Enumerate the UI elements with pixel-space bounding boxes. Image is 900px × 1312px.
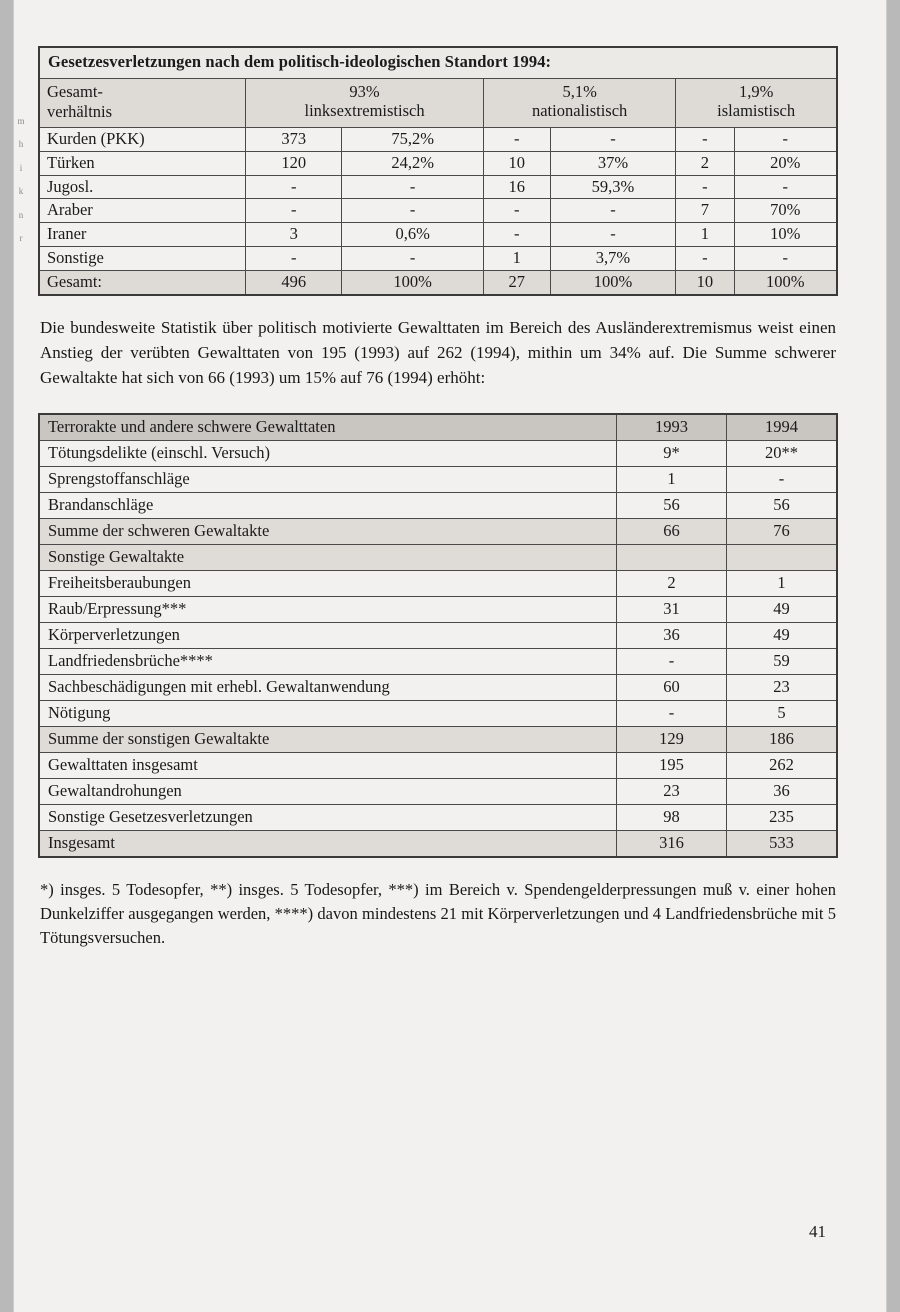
table2-row1-1994: - xyxy=(727,467,838,493)
table1-group-national-pct: 5,1% xyxy=(562,81,597,101)
table2-row13-1993: 23 xyxy=(617,778,727,804)
table2-row9-1994: 23 xyxy=(727,674,838,700)
table1-row5-c2: 1 xyxy=(484,247,551,271)
table1-row1-c3: 37% xyxy=(550,151,676,175)
table-row xyxy=(39,752,837,778)
table-row xyxy=(39,519,837,545)
table1-total-label: Gesamt: xyxy=(39,271,246,295)
table-row xyxy=(39,493,837,519)
table2-row12-1994: 262 xyxy=(727,752,838,778)
table1-title-row xyxy=(39,47,837,78)
table2-row13-label: Gewaltandrohungen xyxy=(39,778,617,804)
table1-row2-c3: 59,3% xyxy=(550,175,676,199)
table2-row0-1993: 9* xyxy=(617,441,727,467)
table-row xyxy=(39,674,837,700)
table-row xyxy=(39,199,837,223)
table1-total-c5: 100% xyxy=(734,271,837,295)
table-row xyxy=(39,175,837,199)
table2-row8-1994: 59 xyxy=(727,649,838,675)
table2-row3-1993: 66 xyxy=(617,519,727,545)
table2-row15-1993: 316 xyxy=(617,830,727,856)
table2-row10-1994: 5 xyxy=(727,700,838,726)
table2-row6-label: Raub/Erpressung*** xyxy=(39,597,617,623)
table2-row8-1993: - xyxy=(617,649,727,675)
table1-group-islam-pct: 1,9% xyxy=(738,81,774,101)
table2-row12-1993: 195 xyxy=(617,752,727,778)
table1-row2-c5: - xyxy=(734,175,837,199)
table2-row10-label: Nötigung xyxy=(39,700,617,726)
table1-row2-c4: - xyxy=(676,175,734,199)
table1-corner-line1: Gesamt- xyxy=(47,81,103,101)
table1-row0-c0: 373 xyxy=(246,127,342,151)
table1-row4-c5: 10% xyxy=(734,223,837,247)
table-row xyxy=(39,778,837,804)
table2-row2-1994: 56 xyxy=(727,493,838,519)
table2-row9-label: Sachbeschädigungen mit erhebl. Gewaltanwendung xyxy=(39,674,617,700)
table1-total-row xyxy=(39,271,837,295)
table1-group-national xyxy=(484,78,676,127)
table1-row4-c1: 0,6% xyxy=(342,223,484,247)
table1-total-c3: 100% xyxy=(550,271,676,295)
table1-group-links-pct: 93% xyxy=(349,81,380,101)
table2-row6-1994: 49 xyxy=(727,597,838,623)
table2-row5-1993: 2 xyxy=(617,571,727,597)
table2-row7-1993: 36 xyxy=(617,623,727,649)
table2-header-label: Terrorakte und andere schwere Gewalttaten xyxy=(39,414,617,440)
table1-row0-c3: - xyxy=(550,127,676,151)
table2-row14-label: Sonstige Gesetzesverletzungen xyxy=(39,804,617,830)
table-row xyxy=(39,467,837,493)
table2-row0-1994: 20** xyxy=(727,441,838,467)
table2-row14-1993: 98 xyxy=(617,804,727,830)
table1-row3-c3: - xyxy=(550,199,676,223)
table1-row2-c0: - xyxy=(246,175,342,199)
table2-row11-1994: 186 xyxy=(727,726,838,752)
table1-row0-c5: - xyxy=(734,127,837,151)
table2-row4-1994 xyxy=(727,545,838,571)
table1-group-islam xyxy=(676,78,837,127)
table2-row1-label: Sprengstoffanschläge xyxy=(39,467,617,493)
table1-row1-c2: 10 xyxy=(484,151,551,175)
table1-row0-c4: - xyxy=(676,127,734,151)
table1-row2-c2: 16 xyxy=(484,175,551,199)
table1-row4-c0: 3 xyxy=(246,223,342,247)
page-content xyxy=(38,46,838,950)
table1-row0-c1: 75,2% xyxy=(342,127,484,151)
table1-total-c2: 27 xyxy=(484,271,551,295)
table-row xyxy=(39,700,837,726)
table-row xyxy=(39,726,837,752)
table1-row3-c2: - xyxy=(484,199,551,223)
table1-total-c1: 100% xyxy=(342,271,484,295)
table-row xyxy=(39,597,837,623)
table2-row9-1993: 60 xyxy=(617,674,727,700)
table2-row8-label: Landfriedensbrüche**** xyxy=(39,649,617,675)
table1-total-c4: 10 xyxy=(676,271,734,295)
table2-row3-1994: 76 xyxy=(727,519,838,545)
table-row xyxy=(39,151,837,175)
table1-header-row xyxy=(39,78,837,127)
table1-row5-c5: - xyxy=(734,247,837,271)
table1-row1-c0: 120 xyxy=(246,151,342,175)
table-row xyxy=(39,623,837,649)
table1-row0-c2: - xyxy=(484,127,551,151)
table2-row4-1993 xyxy=(617,545,727,571)
table-row xyxy=(39,830,837,856)
table1-row1-c5: 20% xyxy=(734,151,837,175)
table1-row3-c0: - xyxy=(246,199,342,223)
table-row xyxy=(39,649,837,675)
table2-row7-1994: 49 xyxy=(727,623,838,649)
table1-total-c0: 496 xyxy=(246,271,342,295)
table1-group-national-label: nationalistisch xyxy=(531,100,628,120)
table1-title: Gesetzesverletzungen nach dem politisch-ideologischen Standort 1994: xyxy=(39,47,837,78)
table2-header-1993: 1993 xyxy=(617,414,727,440)
table1-row5-c0: - xyxy=(246,247,342,271)
table-row xyxy=(39,223,837,247)
table1-row4-c4: 1 xyxy=(676,223,734,247)
table1-corner-label xyxy=(39,78,246,127)
table2-row7-label: Körperverletzungen xyxy=(39,623,617,649)
table2-row5-label: Freiheitsberaubungen xyxy=(39,571,617,597)
table-row xyxy=(39,441,837,467)
table2-row14-1994: 235 xyxy=(727,804,838,830)
table-row xyxy=(39,545,837,571)
table2-row0-label: Tötungsdelikte (einschl. Versuch) xyxy=(39,441,617,467)
table2-row12-label: Gewalttaten insgesamt xyxy=(39,752,617,778)
table2-row6-1993: 31 xyxy=(617,597,727,623)
table2-header-row xyxy=(39,414,837,440)
page-number: 41 xyxy=(809,1222,826,1241)
body-paragraph: Die bundesweite Statistik über politisch motivierte Gewalttaten im Bereich des Ausländerextremismus weist einen Anstieg der verübten Gewalttaten von 195 (1993) auf 262 (1994), mithin um 34% auf. Die Summe schwerer Gewaltakte hat sich von 66 (1993) um 15% auf 76 (1994) erhöht: xyxy=(40,318,836,388)
table2-row2-1993: 56 xyxy=(617,493,727,519)
scan-margin-marks: m h i k n r xyxy=(17,116,25,243)
table1-row4-c3: - xyxy=(550,223,676,247)
document-page xyxy=(14,0,886,1312)
table-row xyxy=(39,127,837,151)
table1-row5-label: Sonstige xyxy=(39,247,246,271)
table-row xyxy=(39,804,837,830)
table1-row3-c1: - xyxy=(342,199,484,223)
table2-row15-label: Insgesamt xyxy=(39,830,617,856)
table2-row2-label: Brandanschläge xyxy=(39,493,617,519)
table2-header-1994: 1994 xyxy=(727,414,838,440)
table-gesetzesverletzungen xyxy=(38,46,838,296)
table1-corner-line2: verhältnis xyxy=(47,101,113,121)
table1-group-links xyxy=(246,78,484,127)
table2-row10-1993: - xyxy=(617,700,727,726)
table1-row3-c4: 7 xyxy=(676,199,734,223)
table-row xyxy=(39,247,837,271)
footnotes: *) insges. 5 Todesopfer, **) insges. 5 Todesopfer, ***) im Bereich v. Spendengelderpressungen muß v. einer hohen Dunkelziffer ausgegangen werden, ****) davon mindestens 21 mit Körperverletzungen und 4 Landfriedensbrüche mit 5 Tötungsversuchen. xyxy=(40,879,836,947)
table2-row5-1994: 1 xyxy=(727,571,838,597)
table1-row3-c5: 70% xyxy=(734,199,837,223)
table1-row4-label: Iraner xyxy=(39,223,246,247)
table1-row5-c3: 3,7% xyxy=(550,247,676,271)
table1-row2-label: Jugosl. xyxy=(39,175,246,199)
table2-row11-label: Summe der sonstigen Gewaltakte xyxy=(39,726,617,752)
table1-row1-c4: 2 xyxy=(676,151,734,175)
table2-row15-1994: 533 xyxy=(727,830,838,856)
table1-row5-c4: - xyxy=(676,247,734,271)
table2-row3-label: Summe der schweren Gewaltakte xyxy=(39,519,617,545)
table2-row13-1994: 36 xyxy=(727,778,838,804)
table1-row3-label: Araber xyxy=(39,199,246,223)
table1-row4-c2: - xyxy=(484,223,551,247)
table-row xyxy=(39,571,837,597)
table1-row5-c1: - xyxy=(342,247,484,271)
table-terrorakte xyxy=(38,413,838,857)
table2-row4-label: Sonstige Gewaltakte xyxy=(39,545,617,571)
table2-row11-1993: 129 xyxy=(617,726,727,752)
table1-row0-label: Kurden (PKK) xyxy=(39,127,246,151)
table2-row1-1993: 1 xyxy=(617,467,727,493)
table1-group-links-label: linksextremistisch xyxy=(304,100,425,120)
table1-row1-label: Türken xyxy=(39,151,246,175)
table1-group-islam-label: islamistisch xyxy=(717,100,796,120)
table1-row2-c1: - xyxy=(342,175,484,199)
table1-row1-c1: 24,2% xyxy=(342,151,484,175)
